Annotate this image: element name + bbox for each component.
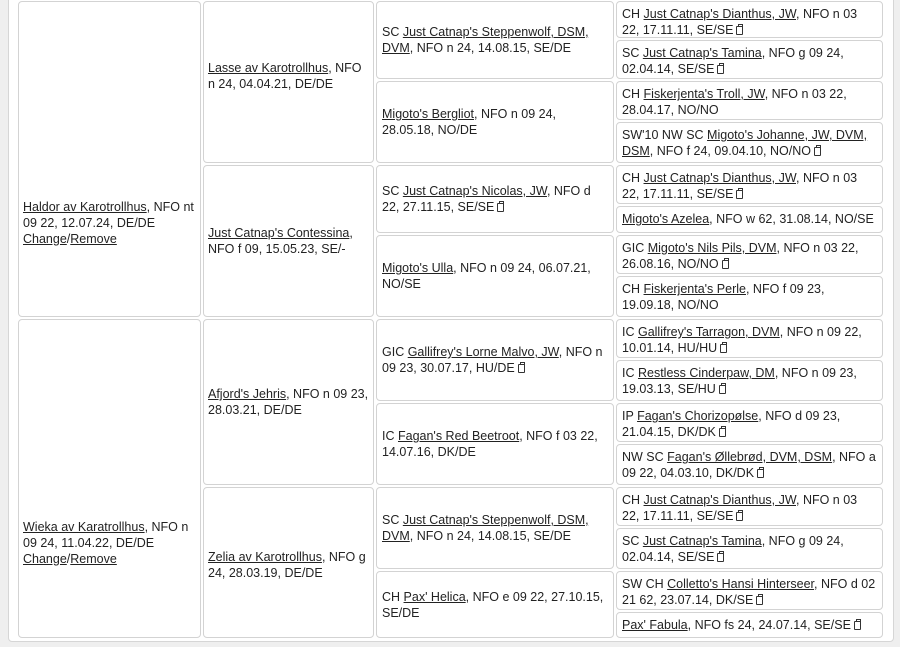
gen1-cell (18, 319, 201, 638)
cat-title: IP (622, 409, 638, 423)
cat-details: , NFO e 09 22, 27.10.15, SE/DE (382, 589, 604, 620)
gen4-cell (616, 360, 883, 401)
gen3-cell (376, 571, 614, 638)
gen4-cell (616, 319, 883, 358)
clipboard-icon[interactable] (717, 65, 724, 74)
cat-details: , NFO d 02 21 62, 23.07.14, DK/SE (622, 577, 876, 607)
clipboard-icon[interactable] (719, 385, 726, 394)
cat-details: , NFO n 03 22, 17.11.11, SE/SE (622, 171, 858, 201)
cat-link[interactable]: Migoto's Ulla (382, 261, 454, 275)
gen2-cell (203, 487, 374, 638)
cat-link[interactable]: Zelia av Karotrollhus (208, 550, 322, 564)
cat-title: IC (622, 366, 638, 380)
cat-title: CH (622, 171, 644, 185)
clipboard-icon[interactable] (720, 344, 727, 353)
link-separator: / (66, 551, 71, 566)
cat-details: , NFO g 09 24, 02.04.14, SE/SE (622, 534, 844, 564)
cat-link[interactable]: Gallifrey's Tarragon, DVM (637, 325, 780, 339)
gen4-cell (616, 487, 883, 526)
cat-details: , NFO n 09 24, 11.04.22, DE/DE (23, 519, 189, 550)
cat-link[interactable]: Pax' Helica (403, 589, 466, 604)
cat-link[interactable]: Fagan's Chorizopølse (637, 409, 759, 423)
clipboard-icon[interactable] (736, 190, 743, 199)
cat-link[interactable]: Just Catnap's Nicolas, JW (402, 184, 547, 198)
cat-title: SW CH (622, 577, 668, 591)
link-separator: / (66, 232, 71, 246)
cat-link[interactable]: Pax' Fabula (622, 618, 688, 632)
cat-link[interactable]: Afjord's Jehris (208, 387, 287, 401)
gen4-cell (616, 612, 883, 638)
cat-details: , NFO n 24, 14.08.15, SE/DE (409, 529, 571, 543)
cat-details: , NFO n 09 24, 06.07.21, NO/SE (382, 261, 591, 291)
cat-link[interactable]: Migoto's Johanne, JW, DVM, DSM (622, 128, 868, 158)
gen3-cell (376, 165, 614, 233)
cat-details: , NFO f 24, 09.04.10, NO/NO (649, 144, 811, 158)
cat-link[interactable]: Fagan's Red Beetroot (397, 429, 520, 443)
clipboard-icon[interactable] (717, 553, 724, 562)
cat-details: , NFO f 03 22, 14.07.16, DK/DE (382, 429, 598, 459)
cat-link[interactable]: Wieka av Karatrollhus (23, 519, 145, 534)
cat-title: SC (382, 25, 403, 39)
cat-link[interactable]: Just Catnap's Contessina (208, 226, 350, 240)
cat-link[interactable]: Restless Cinderpaw, DM (637, 366, 775, 380)
cat-details: , NFO n 09 22, 10.01.14, HU/HU (622, 325, 862, 355)
cat-link[interactable]: Fagan's Øllebrød, DVM, DSM (667, 450, 833, 464)
cat-title: CH (622, 282, 644, 296)
clipboard-icon[interactable] (756, 596, 763, 605)
cat-details: , NFO w 62, 31.08.14, NO/SE (709, 212, 874, 226)
cat-title: NW SC (622, 450, 668, 464)
cat-details: , NFO n 03 22, 28.04.17, NO/NO (622, 87, 847, 117)
gen4-cell (616, 528, 883, 569)
cat-title: SC (382, 184, 403, 198)
pedigree-table (8, 0, 894, 642)
gen4-cell (616, 403, 883, 442)
cat-title: IC (382, 429, 398, 443)
cat-details: , NFO d 22, 27.11.15, SE/SE (382, 184, 591, 214)
cat-link[interactable]: Lasse av Karotrollhus (208, 61, 329, 75)
cat-title: SC (622, 534, 643, 548)
clipboard-icon[interactable] (736, 512, 743, 521)
cat-details: , NFO n 09 24, 28.05.18, NO/DE (382, 107, 556, 137)
cat-details: , NFO a 09 22, 04.03.10, DK/DK (622, 450, 876, 480)
cat-title: SC (382, 513, 403, 527)
clipboard-icon[interactable] (814, 147, 821, 156)
gen3-cell (376, 403, 614, 485)
cat-title: SW'10 NW SC (622, 128, 708, 142)
cat-title: CH (622, 87, 644, 101)
cat-link[interactable]: Just Catnap's Dianthus, JW (643, 493, 796, 507)
gen2-cell (203, 319, 374, 485)
gen4-cell (616, 81, 883, 120)
cat-link[interactable]: Just Catnap's Tamina (642, 534, 762, 548)
cat-details: , NFO n 03 22, 17.11.11, SE/SE (622, 7, 858, 37)
cat-link[interactable]: Just Catnap's Steppenwolf, DSM, DVM (382, 513, 589, 543)
cat-link[interactable]: Colletto's Hansi Hinterseer (667, 577, 815, 591)
gen4-cell (616, 122, 883, 163)
gen3-cell (376, 487, 614, 569)
cat-link[interactable]: Fiskerjenta's Perle (643, 282, 746, 296)
cat-details: , NFO f 09, 15.05.23, SE/- (208, 226, 353, 256)
gen3-cell (376, 1, 614, 79)
gen4-cell (616, 571, 883, 610)
remove-link[interactable]: Remove (70, 232, 117, 246)
cat-details: , NFO n 09 23, 19.03.13, SE/HU (622, 366, 857, 396)
cat-title: GIC (622, 241, 648, 255)
cat-details: , NFO n 03 22, 17.11.11, SE/SE (622, 493, 858, 523)
gen2-cell (203, 165, 374, 317)
gen4-cell (616, 444, 883, 485)
cat-link[interactable]: Migoto's Azelea (622, 212, 710, 226)
gen3-cell (376, 81, 614, 163)
gen4-cell (616, 1, 883, 38)
cat-details: , NFO nt 09 22, 12.07.24, DE/DE (23, 200, 194, 230)
cat-link[interactable]: Fiskerjenta's Troll, JW (643, 87, 765, 101)
cat-link[interactable]: Migoto's Bergliot (382, 107, 475, 121)
cat-details: , NFO d 09 23, 21.04.15, DK/DK (622, 409, 841, 439)
cat-title: CH (382, 589, 404, 604)
cat-link[interactable]: Haldor av Karotrollhus (23, 200, 147, 214)
gen3-cell (376, 319, 614, 401)
gen4-cell (616, 206, 883, 233)
gen4-cell (616, 165, 883, 204)
cat-details: , NFO n 09 23, 30.07.17, HU/DE (382, 345, 603, 375)
cat-title: CH (622, 493, 644, 507)
change-link[interactable]: Change (23, 232, 67, 246)
cat-details: , NFO n 24, 14.08.15, SE/DE (409, 41, 571, 55)
gen4-cell (616, 276, 883, 317)
cat-details: , NFO f 09 23, 19.09.18, NO/NO (622, 282, 825, 312)
gen1-cell (18, 1, 201, 317)
clipboard-icon[interactable] (736, 26, 743, 35)
cat-details: , NFO g 09 24, 02.04.14, SE/SE (622, 46, 844, 76)
gen4-cell (616, 235, 883, 274)
clipboard-icon[interactable] (719, 428, 726, 437)
cat-link[interactable]: Just Catnap's Steppenwolf, DSM, DVM (382, 25, 589, 55)
gen2-cell (203, 1, 374, 163)
cat-link[interactable]: Migoto's Nils Pils, DVM (647, 241, 777, 255)
clipboard-icon[interactable] (854, 621, 861, 630)
cat-details: , NFO fs 24, 24.07.14, SE/SE (687, 618, 851, 632)
cat-title: CH (622, 7, 644, 21)
change-link[interactable]: Change (23, 551, 67, 566)
gen4-cell (616, 40, 883, 79)
cat-details: , NFO n 24, 04.04.21, DE/DE (208, 61, 362, 91)
remove-link[interactable]: Remove (70, 551, 117, 566)
cat-title: GIC (382, 345, 408, 359)
cat-link[interactable]: Just Catnap's Tamina (642, 46, 762, 60)
cat-link[interactable]: Gallifrey's Lorne Malvo, JW (407, 345, 559, 359)
cat-details: , NFO n 03 22, 26.08.16, NO/NO (622, 241, 859, 271)
cat-details: , NFO g 24, 28.03.19, DE/DE (208, 550, 366, 580)
clipboard-icon[interactable] (518, 364, 525, 373)
cat-link[interactable]: Just Catnap's Dianthus, JW (643, 171, 796, 185)
gen3-cell (376, 235, 614, 317)
cat-link[interactable]: Just Catnap's Dianthus, JW (643, 7, 796, 21)
cat-title: IC (622, 325, 638, 339)
cat-details: , NFO n 09 23, 28.03.21, DE/DE (208, 387, 369, 417)
cat-title: SC (622, 46, 643, 60)
clipboard-icon[interactable] (722, 260, 729, 269)
clipboard-icon[interactable] (757, 469, 764, 478)
clipboard-icon[interactable] (497, 203, 504, 212)
